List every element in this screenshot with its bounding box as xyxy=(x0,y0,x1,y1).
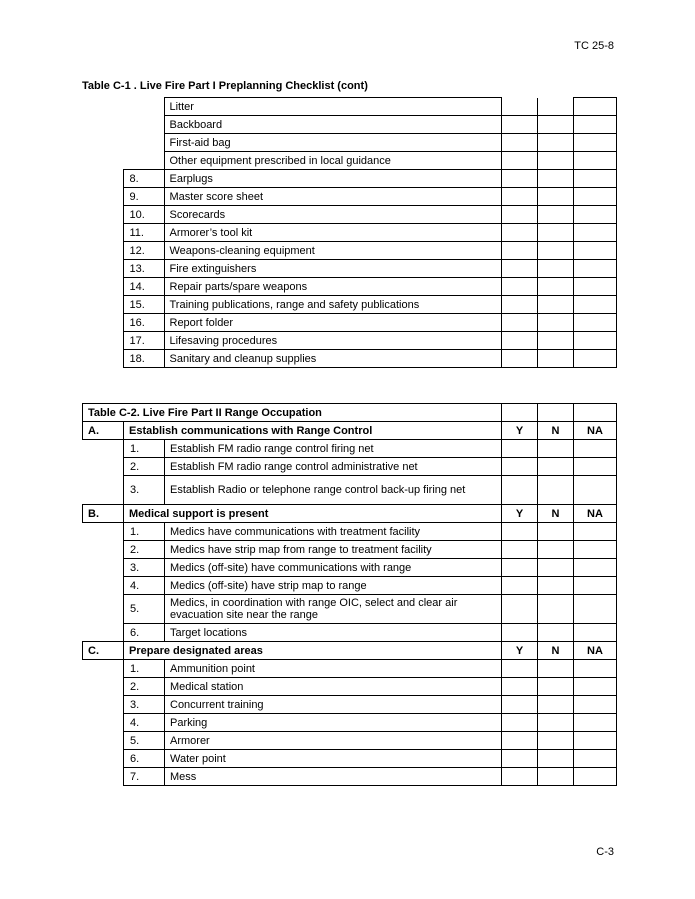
item-text: Master score sheet xyxy=(164,188,501,206)
row-spacer xyxy=(83,458,124,476)
column-na-header: NA xyxy=(574,422,617,440)
checkbox-na[interactable] xyxy=(574,523,617,541)
item-text: Establish Radio or telephone range control back-up firing net xyxy=(165,476,502,505)
section-letter: B. xyxy=(83,505,124,523)
row-spacer xyxy=(83,476,124,505)
checkbox-no[interactable] xyxy=(537,224,573,242)
table-c1 xyxy=(82,97,617,368)
header-blank xyxy=(502,404,538,422)
checkbox-yes[interactable] xyxy=(502,696,538,714)
row-spacer xyxy=(83,768,124,786)
checkbox-yes[interactable] xyxy=(502,458,538,476)
table-c2 xyxy=(82,403,617,786)
table-row xyxy=(82,314,616,332)
checkbox-yes[interactable] xyxy=(501,242,537,260)
checkbox-yes[interactable] xyxy=(502,440,538,458)
row-spacer xyxy=(83,577,124,595)
checkbox-na[interactable] xyxy=(573,188,616,206)
checkbox-yes[interactable] xyxy=(501,206,537,224)
checkbox-no[interactable] xyxy=(538,624,574,642)
item-text: Report folder xyxy=(164,314,501,332)
checkbox-yes[interactable] xyxy=(502,732,538,750)
checkbox-na[interactable] xyxy=(574,577,617,595)
item-number: 6. xyxy=(124,624,165,642)
item-text: Repair parts/spare weapons xyxy=(164,278,501,296)
checkbox-no[interactable] xyxy=(538,660,574,678)
checkbox-na[interactable] xyxy=(574,660,617,678)
table-row xyxy=(83,750,617,768)
item-number: 1. xyxy=(124,440,165,458)
checkbox-na[interactable] xyxy=(573,242,616,260)
row-spacer xyxy=(83,595,124,624)
checkbox-no[interactable] xyxy=(537,350,573,368)
item-number: 12. xyxy=(123,242,164,260)
table-row xyxy=(83,624,617,642)
row-spacer xyxy=(83,732,124,750)
row-spacer xyxy=(83,696,124,714)
row-spacer xyxy=(83,750,124,768)
checkbox-no[interactable] xyxy=(537,260,573,278)
checkbox-no[interactable] xyxy=(537,206,573,224)
checkbox-yes[interactable] xyxy=(502,714,538,732)
checkbox-no[interactable] xyxy=(537,152,573,170)
checkbox-na[interactable] xyxy=(574,624,617,642)
row-spacer xyxy=(82,116,164,134)
table-title-row xyxy=(83,404,617,422)
column-na-header: NA xyxy=(574,642,617,660)
item-number: 14. xyxy=(123,278,164,296)
item-number: 5. xyxy=(124,595,165,624)
header-blank xyxy=(538,404,574,422)
row-spacer xyxy=(83,714,124,732)
checkbox-yes[interactable] xyxy=(502,624,538,642)
row-spacer xyxy=(82,332,123,350)
table-row xyxy=(82,152,616,170)
checkbox-na[interactable] xyxy=(574,440,617,458)
checkbox-yes[interactable] xyxy=(501,296,537,314)
checkbox-yes[interactable] xyxy=(502,559,538,577)
table-row xyxy=(83,541,617,559)
page-number: C-3 xyxy=(596,846,614,858)
table-c2-title: Table C-2. Live Fire Part II Range Occupation xyxy=(83,404,502,422)
checkbox-na[interactable] xyxy=(574,732,617,750)
checkbox-yes[interactable] xyxy=(501,116,537,134)
checkbox-yes[interactable] xyxy=(502,660,538,678)
item-number: 15. xyxy=(123,296,164,314)
item-number: 3. xyxy=(124,559,165,577)
checkbox-na[interactable] xyxy=(573,350,616,368)
item-text: Medics, in coordination with range OIC, select and clear air evacuation site near the range xyxy=(165,595,502,624)
checkbox-na[interactable] xyxy=(573,152,616,170)
checkbox-na[interactable] xyxy=(573,314,616,332)
checkbox-yes[interactable] xyxy=(502,577,538,595)
checkbox-na[interactable] xyxy=(574,750,617,768)
item-number: 3. xyxy=(124,476,165,505)
row-spacer xyxy=(83,541,124,559)
item-number: 16. xyxy=(123,314,164,332)
table-row xyxy=(82,296,616,314)
row-spacer xyxy=(83,559,124,577)
checkbox-yes[interactable] xyxy=(501,314,537,332)
table-row xyxy=(82,98,616,116)
checkbox-no[interactable] xyxy=(538,750,574,768)
item-text: Litter xyxy=(164,98,501,116)
row-spacer xyxy=(83,624,124,642)
checkbox-no[interactable] xyxy=(538,541,574,559)
item-number: 7. xyxy=(124,768,165,786)
checkbox-na[interactable] xyxy=(573,332,616,350)
row-spacer xyxy=(82,170,123,188)
table-row xyxy=(82,350,616,368)
row-spacer xyxy=(82,224,123,242)
checkbox-no[interactable] xyxy=(538,476,574,505)
item-number: 11. xyxy=(123,224,164,242)
document-id: TC 25-8 xyxy=(574,40,614,52)
checkbox-yes[interactable] xyxy=(501,224,537,242)
checkbox-na[interactable] xyxy=(573,134,616,152)
checkbox-no[interactable] xyxy=(538,440,574,458)
table-row xyxy=(83,696,617,714)
item-text: Armorer xyxy=(165,732,502,750)
item-text: Mess xyxy=(165,768,502,786)
row-spacer xyxy=(83,660,124,678)
row-spacer xyxy=(82,278,123,296)
checkbox-no[interactable] xyxy=(538,714,574,732)
section-letter: C. xyxy=(83,642,124,660)
section-header-row xyxy=(83,422,617,440)
checkbox-yes[interactable] xyxy=(501,134,537,152)
item-number: 17. xyxy=(123,332,164,350)
section-header-row xyxy=(83,505,617,523)
checkbox-no[interactable] xyxy=(538,559,574,577)
item-number: 2. xyxy=(124,541,165,559)
row-spacer xyxy=(82,188,123,206)
item-text: Establish FM radio range control administrative net xyxy=(165,458,502,476)
column-yes-header: Y xyxy=(502,505,538,523)
item-number: 4. xyxy=(124,577,165,595)
checkbox-yes[interactable] xyxy=(501,332,537,350)
checkbox-no[interactable] xyxy=(537,242,573,260)
table-c1-caption: Table C-1 . Live Fire Part I Preplanning Checklist (cont) xyxy=(82,80,368,92)
checkbox-yes[interactable] xyxy=(502,476,538,505)
checkbox-no[interactable] xyxy=(538,523,574,541)
checkbox-na[interactable] xyxy=(574,559,617,577)
section-title: Prepare designated areas xyxy=(124,642,502,660)
checkbox-na[interactable] xyxy=(574,476,617,505)
header-blank xyxy=(574,404,617,422)
row-spacer xyxy=(83,440,124,458)
column-na-header: NA xyxy=(574,505,617,523)
checkbox-no[interactable] xyxy=(538,678,574,696)
table-c2-body xyxy=(83,404,617,786)
checkbox-na[interactable] xyxy=(573,278,616,296)
item-number: 1. xyxy=(124,523,165,541)
item-number: 4. xyxy=(124,714,165,732)
checkbox-na[interactable] xyxy=(573,170,616,188)
checkbox-na[interactable] xyxy=(573,296,616,314)
item-text: Concurrent training xyxy=(165,696,502,714)
table-row xyxy=(83,440,617,458)
table-row xyxy=(82,116,616,134)
row-spacer xyxy=(82,242,123,260)
item-text: Armorer’s tool kit xyxy=(164,224,501,242)
column-yes-header: Y xyxy=(502,422,538,440)
item-number: 8. xyxy=(123,170,164,188)
checkbox-cell[interactable] xyxy=(573,98,616,116)
checkbox-yes[interactable] xyxy=(501,350,537,368)
row-spacer xyxy=(82,314,123,332)
item-text: Medics have communications with treatment facility xyxy=(165,523,502,541)
table-row xyxy=(82,188,616,206)
table-row xyxy=(82,278,616,296)
checkbox-na[interactable] xyxy=(574,595,617,624)
table-row xyxy=(83,660,617,678)
checkbox-no[interactable] xyxy=(537,170,573,188)
checkbox-no[interactable] xyxy=(537,296,573,314)
table-row xyxy=(83,732,617,750)
checkbox-yes[interactable] xyxy=(502,750,538,768)
item-text: First-aid bag xyxy=(164,134,501,152)
item-text: Training publications, range and safety publications xyxy=(164,296,501,314)
checkbox-yes[interactable] xyxy=(502,768,538,786)
item-text: Water point xyxy=(165,750,502,768)
item-text: Lifesaving procedures xyxy=(164,332,501,350)
row-spacer xyxy=(83,678,124,696)
checkbox-cell[interactable] xyxy=(501,98,537,116)
table-row xyxy=(83,577,617,595)
row-spacer xyxy=(82,134,164,152)
table-row xyxy=(83,559,617,577)
item-number: 1. xyxy=(124,660,165,678)
row-spacer xyxy=(83,523,124,541)
row-spacer xyxy=(82,152,164,170)
item-text: Target locations xyxy=(165,624,502,642)
checkbox-yes[interactable] xyxy=(502,595,538,624)
row-spacer xyxy=(82,350,123,368)
table-row xyxy=(82,206,616,224)
checkbox-na[interactable] xyxy=(574,458,617,476)
item-text: Weapons-cleaning equipment xyxy=(164,242,501,260)
table-row xyxy=(83,768,617,786)
item-text: Medical station xyxy=(165,678,502,696)
item-number: 2. xyxy=(124,678,165,696)
table-row xyxy=(83,714,617,732)
table-row xyxy=(82,260,616,278)
item-number: 6. xyxy=(124,750,165,768)
checkbox-yes[interactable] xyxy=(501,260,537,278)
checkbox-no[interactable] xyxy=(537,278,573,296)
checkbox-yes[interactable] xyxy=(501,188,537,206)
table-row xyxy=(82,134,616,152)
item-text: Parking xyxy=(165,714,502,732)
checkbox-yes[interactable] xyxy=(502,541,538,559)
item-text: Medics have strip map from range to treatment facility xyxy=(165,541,502,559)
item-text: Other equipment prescribed in local guidance xyxy=(164,152,501,170)
checkbox-no[interactable] xyxy=(537,134,573,152)
checkbox-yes[interactable] xyxy=(502,523,538,541)
checkbox-na[interactable] xyxy=(574,696,617,714)
checkbox-no[interactable] xyxy=(537,116,573,134)
section-title: Medical support is present xyxy=(124,505,502,523)
checkbox-cell[interactable] xyxy=(537,98,573,116)
table-row xyxy=(82,242,616,260)
checkbox-no[interactable] xyxy=(537,314,573,332)
item-number: 10. xyxy=(123,206,164,224)
checkbox-na[interactable] xyxy=(573,206,616,224)
checkbox-na[interactable] xyxy=(573,224,616,242)
table-row xyxy=(82,224,616,242)
table-row xyxy=(83,678,617,696)
checkbox-yes[interactable] xyxy=(502,678,538,696)
row-spacer xyxy=(82,98,164,116)
item-text: Backboard xyxy=(164,116,501,134)
table-row xyxy=(82,332,616,350)
item-text: Medics (off-site) have communications with range xyxy=(165,559,502,577)
row-spacer xyxy=(82,296,123,314)
checkbox-no[interactable] xyxy=(537,332,573,350)
item-number: 13. xyxy=(123,260,164,278)
item-number: 2. xyxy=(124,458,165,476)
column-no-header: N xyxy=(538,505,574,523)
checkbox-na[interactable] xyxy=(574,714,617,732)
column-no-header: N xyxy=(538,422,574,440)
checkbox-no[interactable] xyxy=(538,577,574,595)
checkbox-yes[interactable] xyxy=(501,152,537,170)
checkbox-na[interactable] xyxy=(573,116,616,134)
checkbox-no[interactable] xyxy=(538,458,574,476)
checkbox-yes[interactable] xyxy=(501,170,537,188)
checkbox-no[interactable] xyxy=(538,732,574,750)
table-c1-body xyxy=(82,98,616,368)
checkbox-yes[interactable] xyxy=(501,278,537,296)
item-number: 5. xyxy=(124,732,165,750)
item-text: Fire extinguishers xyxy=(164,260,501,278)
checkbox-no[interactable] xyxy=(538,696,574,714)
item-number: 3. xyxy=(124,696,165,714)
table-row xyxy=(82,170,616,188)
row-spacer xyxy=(82,260,123,278)
column-yes-header: Y xyxy=(502,642,538,660)
column-no-header: N xyxy=(538,642,574,660)
item-text: Medics (off-site) have strip map to range xyxy=(165,577,502,595)
checkbox-na[interactable] xyxy=(574,541,617,559)
item-number: 9. xyxy=(123,188,164,206)
item-text: Scorecards xyxy=(164,206,501,224)
table-row xyxy=(83,458,617,476)
section-title: Establish communications with Range Control xyxy=(124,422,502,440)
item-text: Ammunition point xyxy=(165,660,502,678)
table-row xyxy=(83,595,617,624)
checkbox-no[interactable] xyxy=(538,595,574,624)
checkbox-na[interactable] xyxy=(574,678,617,696)
item-text: Earplugs xyxy=(164,170,501,188)
row-spacer xyxy=(82,206,123,224)
item-text: Establish FM radio range control firing net xyxy=(165,440,502,458)
checkbox-na[interactable] xyxy=(574,768,617,786)
item-number: 18. xyxy=(123,350,164,368)
table-row xyxy=(83,523,617,541)
section-header-row xyxy=(83,642,617,660)
section-letter: A. xyxy=(83,422,124,440)
checkbox-no[interactable] xyxy=(538,768,574,786)
checkbox-na[interactable] xyxy=(573,260,616,278)
item-text: Sanitary and cleanup supplies xyxy=(164,350,501,368)
checkbox-no[interactable] xyxy=(537,188,573,206)
table-row xyxy=(83,476,617,505)
